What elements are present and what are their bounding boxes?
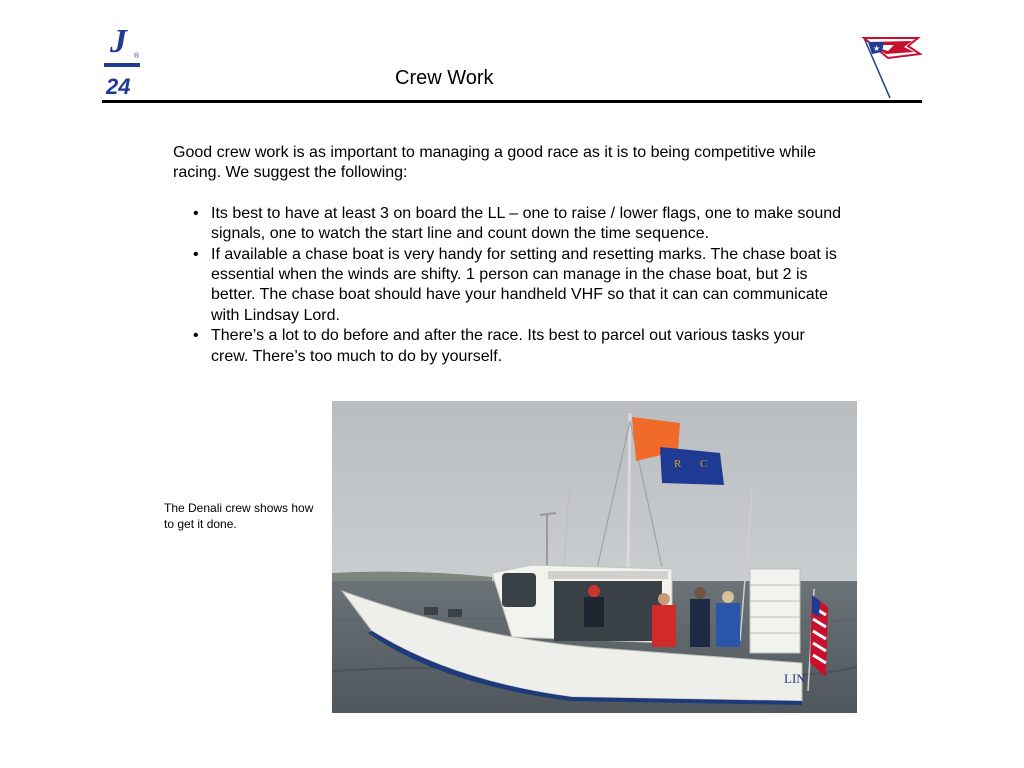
boat-photo — [332, 401, 857, 713]
list-item-text: Its best to have at least 3 on board the LL – one to raise / lower flags, one to make sound signals, one to watch the start line and count down the time sequence. — [211, 204, 842, 243]
intro-paragraph: Good crew work is as important to managing a good race as it is to being competitive while racing. We suggest the following: — [173, 144, 816, 182]
header-rule — [102, 100, 922, 103]
bullet-glyph: • — [193, 204, 199, 222]
logo-letter: J — [110, 24, 127, 60]
hull-name: LIN — [784, 671, 806, 686]
photo-caption: The Denali crew shows how to get it done. — [164, 501, 314, 531]
j24-logo — [100, 24, 146, 98]
bullet-glyph: • — [193, 245, 199, 263]
body-text — [173, 143, 843, 367]
svg-text:★: ★ — [873, 44, 881, 53]
bullet-list — [173, 204, 843, 367]
list-item-text: There’s a lot to do before and after the race. Its best to parcel out various tasks your crew. There’s too much to do by yourself. — [211, 327, 805, 365]
list-item — [173, 245, 843, 327]
list-item-text: If available a chase boat is very handy for setting and resetting marks. The chase boat is essential when the winds are shifty. 1 person can manage in the chase boat, but 2 is better. The chase boat should have your handheld VHF so that it can can communicate with Lindsay Lord. — [211, 245, 837, 324]
logo-registered-mark: ® — [134, 53, 140, 60]
page-title: Crew Work — [395, 67, 494, 89]
rc-flag-letter-r: R — [674, 458, 682, 470]
list-item — [173, 326, 843, 367]
list-item — [173, 204, 843, 245]
burgee-flag-icon — [858, 32, 924, 100]
rc-flag-letter-c: C — [700, 458, 708, 470]
logo-number: 24 — [106, 74, 131, 98]
bullet-glyph: • — [193, 327, 199, 345]
